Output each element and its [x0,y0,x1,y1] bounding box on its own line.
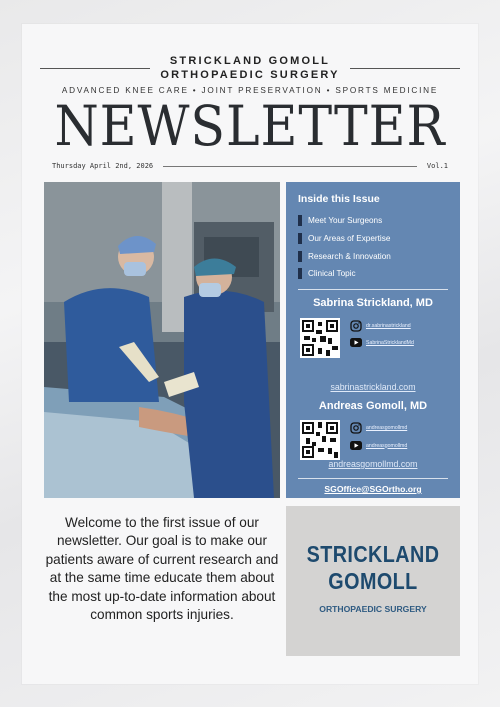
surgery-photo [44,182,280,498]
surgery-photo-illustration [44,182,280,498]
sidebar-divider [298,478,448,479]
issue-date: Thursday April 2nd, 2026 [52,162,154,170]
youtube-link-row[interactable] [350,441,407,450]
practice-name-line1: STRICKLAND GOMOLL [169,55,331,67]
logo-text-gomoll: GOMOLL [328,568,418,594]
youtube-link-row[interactable] [350,338,414,347]
dateline-rule [163,166,417,167]
youtube-channel[interactable]: SabrinaStricklandMd [366,339,414,346]
tagline: ADVANCED KNEE CARE • JOINT PRESERVATION • SPORTS MEDICINE [61,86,439,95]
instagram-link-row[interactable] [350,320,411,332]
youtube-icon [350,441,362,450]
instagram-link-row[interactable] [350,422,407,434]
welcome-message: Welcome to the first issue of our newsletter. Our goal is to make our patients aware of current research and at the same time educate them about the most up-to-date information about common sports injuries. [45,515,279,623]
bullet-marker [298,251,302,262]
logo-subtitle: ORTHOPAEDIC SURGERY [319,604,427,614]
list-item[interactable] [298,265,391,283]
issue-sidebar [286,182,460,498]
dateline [52,162,448,170]
masthead-title: NEWSLETTER [54,94,446,158]
inside-issue-title: Inside this Issue [298,193,380,205]
list-item-label: Research & Innovation [308,251,391,261]
doctor-name-strickland: Sabrina Strickland, MD [313,297,433,309]
list-item[interactable] [298,247,391,265]
instagram-handle[interactable]: dr.sabrinastrickland [366,323,411,329]
logo-text-strickland: STRICKLAND [306,541,440,567]
youtube-channel[interactable]: andreasgomollmd [366,442,408,449]
bullet-marker [298,233,302,244]
bullet-marker [298,215,302,226]
doctor-name-gomoll: Andreas Gomoll, MD [318,400,428,412]
qr-code[interactable] [300,420,340,460]
instagram-icon [350,320,362,332]
list-item-label: Meet Your Surgeons [308,216,383,226]
list-item[interactable] [298,230,391,248]
list-item[interactable] [298,212,391,230]
practice-header [22,54,478,82]
list-item-label: Our Areas of Expertise [308,234,391,244]
practice-name [160,54,339,82]
inside-issue-list [298,212,391,283]
newsletter-page [22,24,478,684]
volume-label: Vol.1 [426,162,448,170]
qr-code[interactable] [300,318,340,358]
website-link[interactable]: sabrinastrickland.com [330,382,416,392]
bullet-marker [298,268,302,279]
office-email[interactable]: SGOffice@SGOrtho.org [324,484,422,494]
instagram-icon [350,422,362,434]
website-link[interactable]: andreasgomollmd.com [328,459,418,469]
practice-logo [286,506,460,656]
sidebar-divider [298,289,448,290]
practice-name-line2: ORTHOPAEDIC SURGERY [160,69,340,81]
header-rule-left [40,68,150,69]
youtube-icon [350,338,362,347]
header-rule-right [350,68,460,69]
instagram-handle[interactable]: andreasgomollmd [366,425,408,431]
list-item-label: Clinical Topic [308,269,356,279]
